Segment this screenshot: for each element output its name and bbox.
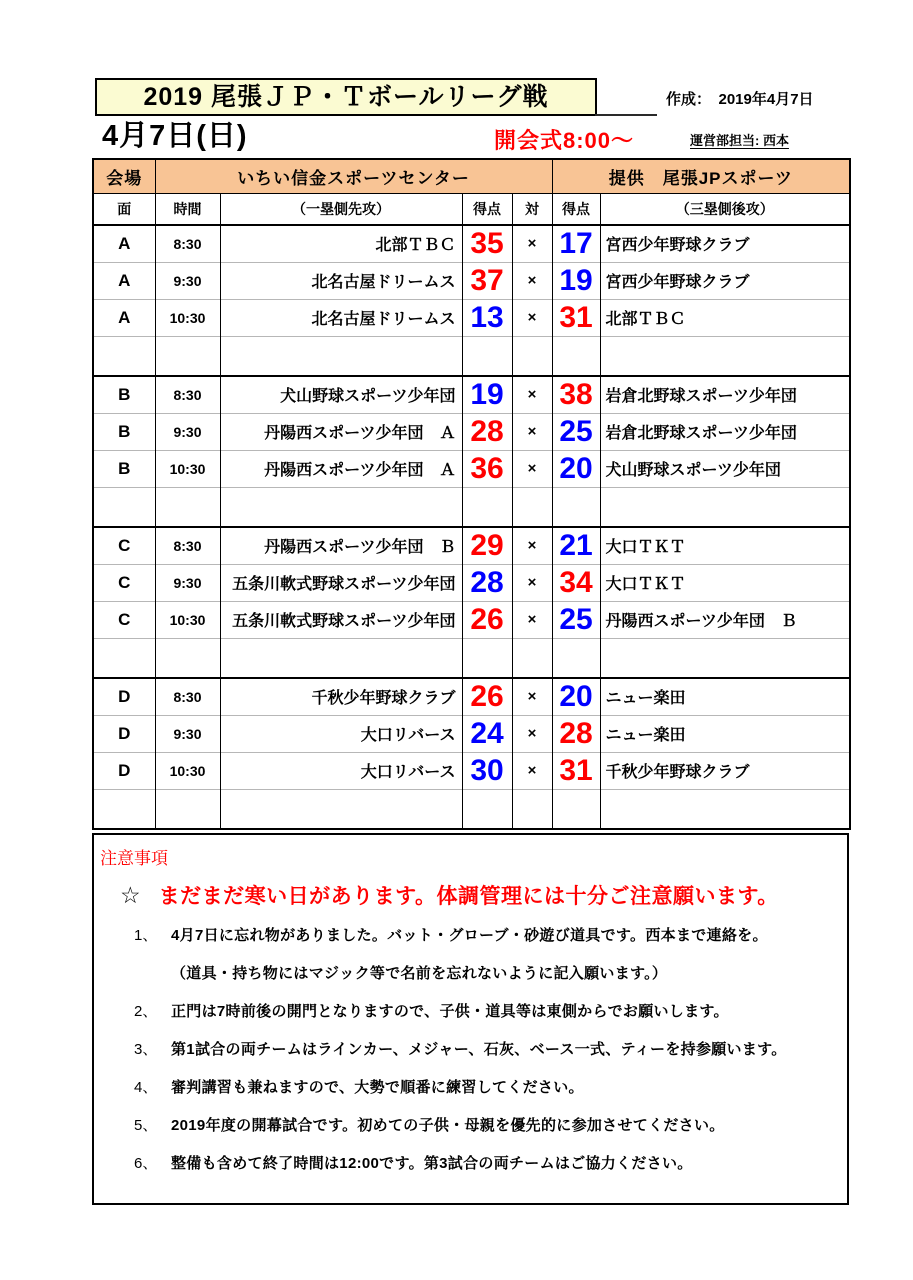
vs-cell: × (512, 413, 552, 450)
time-cell: 9:30 (155, 564, 220, 601)
notes-highlight (120, 880, 847, 910)
empty-cell (462, 638, 512, 678)
note-number: 4、 (134, 1079, 158, 1096)
first-base-score-cell: 30 (462, 752, 512, 789)
empty-cell (93, 789, 155, 829)
note-text: 正門は7時前後の開門となりますので、子供・道具等は東側からでお願いします。 (171, 1003, 729, 1020)
spacer-row (93, 487, 850, 527)
note-number: 5、 (134, 1117, 158, 1134)
empty-cell (93, 487, 155, 527)
empty-cell (552, 638, 600, 678)
note-number: 1、 (134, 927, 158, 944)
third-base-team-cell: 宮西少年野球クラブ (600, 262, 850, 299)
first-base-team-cell: 犬山野球スポーツ少年団 (220, 376, 462, 413)
game-row (93, 601, 850, 638)
time-cell: 10:30 (155, 601, 220, 638)
third-base-team-cell: 岩倉北野球スポーツ少年団 (600, 376, 850, 413)
third-base-score-cell: 20 (552, 678, 600, 715)
court-cell: A (93, 299, 155, 336)
empty-cell (462, 487, 512, 527)
first-base-score-cell: 28 (462, 564, 512, 601)
section-c (93, 527, 850, 678)
col-score-left: 得点 (462, 193, 512, 225)
note-subtext: （道具・持ち物にはマジック等で名前を忘れないように記入願います。） (171, 965, 668, 982)
first-base-score-cell: 28 (462, 413, 512, 450)
game-row (93, 225, 850, 262)
third-base-score-cell: 17 (552, 225, 600, 262)
note-text: 第1試合の両チームはラインカー、メジャー、石灰、ベース一式、ティーを持参願います。 (171, 1041, 787, 1058)
first-base-score-cell: 29 (462, 527, 512, 564)
event-date: 4月7日(日) (102, 120, 248, 152)
court-cell: D (93, 715, 155, 752)
notes-heading: 注意事項 (100, 849, 168, 868)
notes-highlight-text: まだまだ寒い日があります。体調管理には十分ご注意願います。 (158, 885, 779, 908)
title-underline (595, 114, 657, 116)
court-cell: D (93, 678, 155, 715)
game-row (93, 299, 850, 336)
note-item (134, 1114, 847, 1138)
time-cell: 10:30 (155, 450, 220, 487)
col-score-right: 得点 (552, 193, 600, 225)
column-header-row (93, 193, 850, 225)
col-time: 時間 (155, 193, 220, 225)
first-base-score-cell: 19 (462, 376, 512, 413)
empty-cell (512, 336, 552, 376)
star-icon: ☆ (120, 882, 141, 908)
vs-cell: × (512, 678, 552, 715)
empty-cell (512, 789, 552, 829)
time-cell: 9:30 (155, 715, 220, 752)
section-d (93, 678, 850, 829)
vs-cell: × (512, 752, 552, 789)
empty-cell (552, 487, 600, 527)
first-base-score-cell: 36 (462, 450, 512, 487)
third-base-score-cell: 28 (552, 715, 600, 752)
empty-cell (220, 487, 462, 527)
court-cell: A (93, 262, 155, 299)
empty-cell (220, 789, 462, 829)
note-number: 6、 (134, 1155, 158, 1172)
third-base-score-cell: 31 (552, 752, 600, 789)
time-cell: 8:30 (155, 527, 220, 564)
third-base-score-cell: 20 (552, 450, 600, 487)
time-cell: 10:30 (155, 752, 220, 789)
page-title: 2019 尾張ＪＰ・Ｔボールリーグ戦 (95, 78, 597, 116)
first-base-team-cell: 丹陽西スポーツ少年団 Ａ (220, 413, 462, 450)
vs-cell: × (512, 262, 552, 299)
court-cell: C (93, 601, 155, 638)
empty-cell (600, 638, 850, 678)
third-base-score-cell: 25 (552, 601, 600, 638)
vs-cell: × (512, 527, 552, 564)
vs-cell: × (512, 450, 552, 487)
col-vs: 対 (512, 193, 552, 225)
section-a (93, 225, 850, 376)
game-row (93, 715, 850, 752)
game-row (93, 413, 850, 450)
note-item (134, 924, 847, 948)
spacer-row (93, 789, 850, 829)
first-base-score-cell: 37 (462, 262, 512, 299)
court-cell: B (93, 413, 155, 450)
first-base-team-cell: 五条川軟式野球スポーツ少年団 (220, 564, 462, 601)
venue-row (93, 159, 850, 193)
third-base-team-cell: 千秋少年野球クラブ (600, 752, 850, 789)
col-first-base: （一塁側先攻） (220, 193, 462, 225)
vs-cell: × (512, 376, 552, 413)
note-text: 整備も含めて終了時間は12:00です。第3試合の両チームはご協力ください。 (171, 1155, 693, 1172)
third-base-team-cell: 北部ＴＢＣ (600, 299, 850, 336)
first-base-team-cell: 丹陽西スポーツ少年団 Ｂ (220, 527, 462, 564)
empty-cell (552, 789, 600, 829)
first-base-score-cell: 26 (462, 678, 512, 715)
third-base-team-cell: 岩倉北野球スポーツ少年団 (600, 413, 850, 450)
time-cell: 8:30 (155, 376, 220, 413)
third-base-score-cell: 21 (552, 527, 600, 564)
schedule-table (92, 158, 851, 830)
notes-box (92, 833, 849, 1205)
note-item (134, 1076, 847, 1100)
third-base-team-cell: 宮西少年野球クラブ (600, 225, 850, 262)
note-text: 審判講習も兼ねますので、大勢で順番に練習してください。 (171, 1079, 584, 1096)
section-b (93, 376, 850, 527)
sponsor-cell: 提供 尾張JPスポーツ (552, 159, 850, 193)
game-row (93, 262, 850, 299)
third-base-score-cell: 34 (552, 564, 600, 601)
third-base-team-cell: ニュー楽田 (600, 715, 850, 752)
game-row (93, 678, 850, 715)
first-base-team-cell: 北名古屋ドリームス (220, 299, 462, 336)
vs-cell: × (512, 601, 552, 638)
empty-cell (462, 336, 512, 376)
first-base-team-cell: 大口リバース (220, 715, 462, 752)
empty-cell (93, 336, 155, 376)
first-base-score-cell: 24 (462, 715, 512, 752)
empty-cell (93, 638, 155, 678)
first-base-score-cell: 13 (462, 299, 512, 336)
court-cell: C (93, 564, 155, 601)
vs-cell: × (512, 715, 552, 752)
first-base-score-cell: 26 (462, 601, 512, 638)
note-text: 2019年度の開幕試合です。初めての子供・母親を優先的に参加させてください。 (171, 1117, 725, 1134)
empty-cell (155, 487, 220, 527)
opening-ceremony-time: 開会式8:00～ (494, 128, 635, 153)
vs-cell: × (512, 225, 552, 262)
empty-cell (155, 638, 220, 678)
empty-cell (512, 487, 552, 527)
third-base-score-cell: 31 (552, 299, 600, 336)
empty-cell (462, 789, 512, 829)
third-base-score-cell: 19 (552, 262, 600, 299)
game-row (93, 376, 850, 413)
empty-cell (155, 336, 220, 376)
game-row (93, 752, 850, 789)
spacer-row (93, 336, 850, 376)
empty-cell (155, 789, 220, 829)
note-number: 2、 (134, 1003, 158, 1020)
third-base-team-cell: 大口ＴＫＴ (600, 527, 850, 564)
third-base-score-cell: 38 (552, 376, 600, 413)
empty-cell (600, 487, 850, 527)
empty-cell (600, 336, 850, 376)
first-base-team-cell: 大口リバース (220, 752, 462, 789)
game-row (93, 450, 850, 487)
third-base-score-cell: 25 (552, 413, 600, 450)
spacer-row (93, 638, 850, 678)
first-base-score-cell: 35 (462, 225, 512, 262)
first-base-team-cell: 北名古屋ドリームス (220, 262, 462, 299)
note-item (134, 1152, 847, 1176)
third-base-team-cell: ニュー楽田 (600, 678, 850, 715)
time-cell: 8:30 (155, 225, 220, 262)
empty-cell (512, 638, 552, 678)
empty-cell (600, 789, 850, 829)
staff-in-charge: 運営部担当: 西本 (690, 133, 789, 148)
note-item (134, 1000, 847, 1024)
court-cell: C (93, 527, 155, 564)
time-cell: 8:30 (155, 678, 220, 715)
col-third-base: （三塁側後攻） (600, 193, 850, 225)
first-base-team-cell: 五条川軟式野球スポーツ少年団 (220, 601, 462, 638)
court-cell: B (93, 376, 155, 413)
empty-cell (220, 336, 462, 376)
col-court: 面 (93, 193, 155, 225)
empty-cell (552, 336, 600, 376)
note-number: 3、 (134, 1041, 158, 1058)
first-base-team-cell: 千秋少年野球クラブ (220, 678, 462, 715)
third-base-team-cell: 丹陽西スポーツ少年団 Ｂ (600, 601, 850, 638)
vs-cell: × (512, 564, 552, 601)
third-base-team-cell: 大口ＴＫＴ (600, 564, 850, 601)
game-row (93, 564, 850, 601)
court-cell: A (93, 225, 155, 262)
time-cell: 10:30 (155, 299, 220, 336)
created-date: 作成： 2019年4月7日 (666, 91, 814, 108)
note-text: 4月7日に忘れ物がありました。バット・グローブ・砂遊び道具です。西本まで連絡を。 (171, 927, 768, 944)
venue-name-cell: いちい信金スポーツセンター (155, 159, 552, 193)
vs-cell: × (512, 299, 552, 336)
third-base-team-cell: 犬山野球スポーツ少年団 (600, 450, 850, 487)
first-base-team-cell: 丹陽西スポーツ少年団 Ａ (220, 450, 462, 487)
first-base-team-cell: 北部ＴＢＣ (220, 225, 462, 262)
court-cell: B (93, 450, 155, 487)
court-cell: D (93, 752, 155, 789)
time-cell: 9:30 (155, 413, 220, 450)
venue-label-cell: 会場 (93, 159, 155, 193)
empty-cell (220, 638, 462, 678)
time-cell: 9:30 (155, 262, 220, 299)
note-item (134, 1038, 847, 1062)
game-row (93, 527, 850, 564)
